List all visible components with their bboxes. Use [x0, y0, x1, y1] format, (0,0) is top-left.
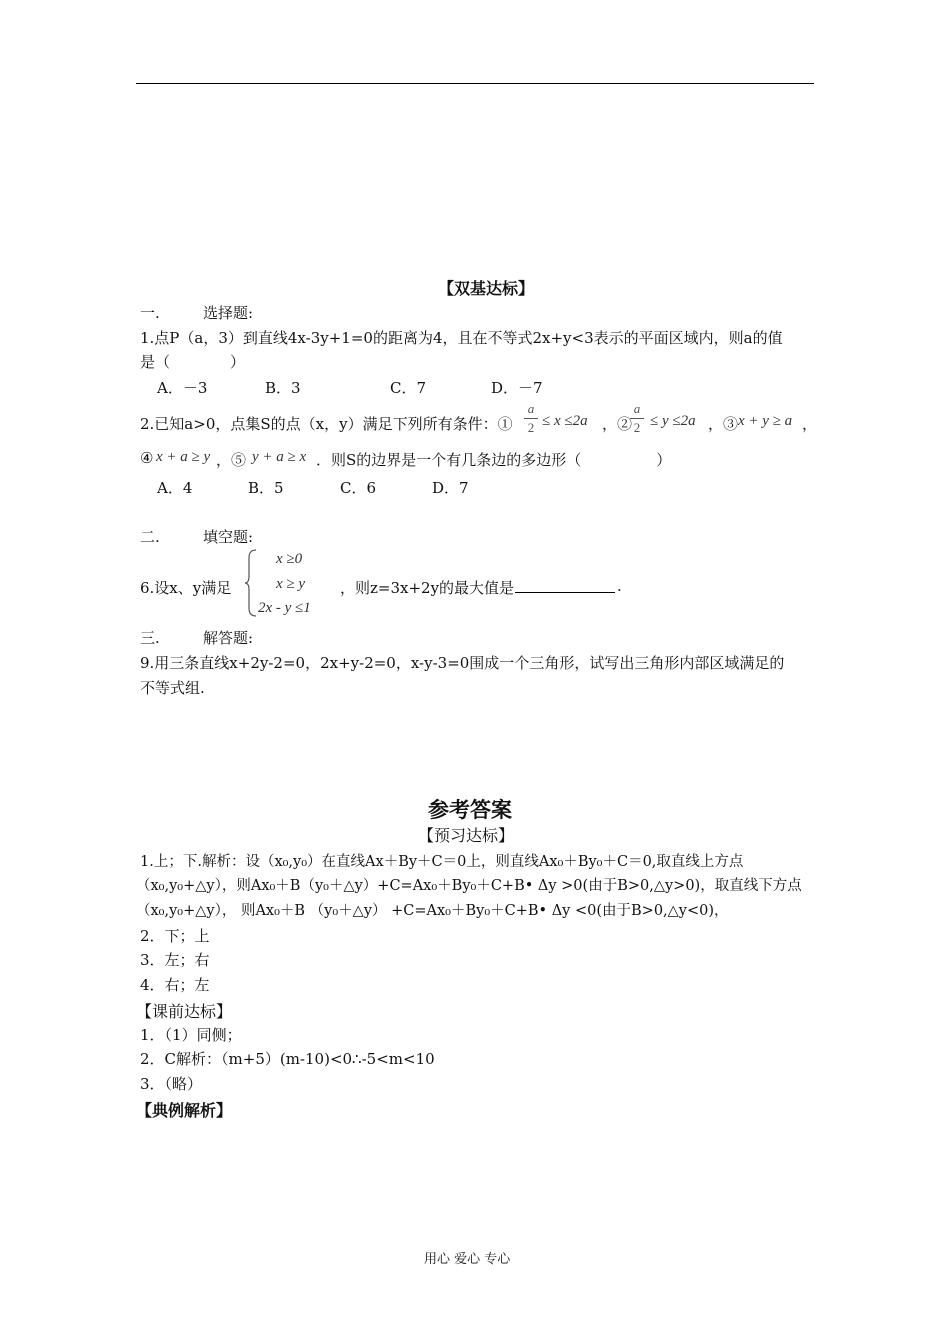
q6-suffix: ，则z=3x+2y的最大值是 [340, 579, 515, 597]
q6-brace [244, 548, 258, 618]
q9-line2: 不等式组. [140, 679, 205, 697]
answer-3: 3．左；右 [140, 951, 210, 969]
q2-option-a: A．4 [157, 479, 193, 497]
q2-fraction-2: a 2 [630, 401, 644, 436]
q6-answer-blank[interactable] [515, 592, 615, 593]
answers-subtitle-preview: 【预习达标】 [418, 826, 515, 845]
q2-condition-4: x + a ≥ y [156, 449, 211, 465]
preclass-answer-2: 2．C解析：（m+5）(m-10)<0∴-5<m<10 [140, 1050, 435, 1068]
answer-1-line2: （x₀,y₀+△y），则Ax₀＋B（y₀＋△y）+C=Ax₀＋By₀＋C+B• Δy >0(由于B>0,△y>0)，取直线下方点 [136, 878, 802, 894]
answers-subtitle-preclass: 【课前达标】 [136, 1002, 233, 1021]
answers-subtitle-examples: 【典例解析】 [136, 1101, 233, 1120]
q6-end: . [617, 577, 622, 595]
q2-option-d: D．7 [432, 479, 469, 497]
q2-prefix: 2.已知a>0，点集S的点（x，y）满足下列所有条件：① [140, 415, 513, 433]
q6-prefix: 6.设x、y满足 [140, 579, 232, 597]
q2-line1-end: ， [802, 415, 818, 433]
q1-option-c: C．7 [390, 379, 427, 397]
q1-option-a: A．－3 [157, 379, 208, 397]
q6-condition-1: x ≥0 [276, 551, 303, 567]
q1-option-d: D．－7 [491, 379, 543, 397]
q2-condition-2-prefix: ，② [602, 415, 633, 433]
section-3-number: 三. [140, 629, 160, 647]
q2-condition-3-prefix: ，③ [708, 415, 739, 433]
section-title: 【双基达标】 [438, 279, 535, 298]
q6-condition-2: x ≥ y [276, 576, 306, 592]
answers-title: 参考答案 [428, 797, 512, 822]
q2-line2-circle4: ④ [140, 449, 154, 467]
section-2-number: 二. [140, 528, 160, 546]
preclass-answer-1: 1．（1）同侧； [140, 1026, 242, 1044]
q2-condition-3: x + y ≥ a [738, 413, 793, 429]
q2-condition-5: y + a ≥ x [252, 449, 307, 465]
q2-fraction-1: a 2 [524, 401, 538, 436]
answer-1-line3: （x₀,y₀+△y）， 则Ax₀＋B （y₀＋△y） +C=Ax₀＋By₀＋C+B• Δy <0(由于B>0,△y<0)， [136, 903, 729, 919]
q1-line2: 是（ ） [140, 353, 246, 371]
q2-option-c: C．6 [340, 479, 377, 497]
preclass-answer-3: 3．（略） [140, 1075, 203, 1093]
section-3-label: 解答题: [203, 629, 254, 647]
section-1-label: 选择题: [203, 304, 254, 322]
page-footer: 用心 爱心 专心 [424, 1252, 511, 1267]
q2-line2-circle5: ，⑤ [216, 451, 247, 469]
q1-line1: 1.点P（a，3）到直线4x-3y+1=0的距离为4，且在不等式2x+y<3表示的平面区域内，则a的值 [140, 329, 783, 347]
q9-line1: 9.用三条直线x+2y-2=0，2x+y-2=0，x-y-3=0围成一个三角形，试写出三角形内部区域满足的 [140, 654, 785, 672]
section-2-label: 填空题: [203, 528, 254, 546]
section-1-number: 一. [140, 304, 160, 322]
q2-condition-1: ≤ x ≤2a [542, 413, 588, 429]
q1-option-b: B．3 [265, 379, 301, 397]
q2-line2-text: ．则S的边界是一个有几条边的多边形（ ） [316, 451, 672, 469]
q2-condition-2: ≤ y ≤2a [650, 413, 696, 429]
q2-option-b: B．5 [248, 479, 284, 497]
answer-2: 2．下；上 [140, 927, 210, 945]
q6-condition-3: 2x - y ≤1 [258, 600, 311, 616]
answer-1-line1: 1.上；下.解析：设（x₀,y₀）在直线Ax＋By＋C＝0上，则直线Ax₀＋By₀＋C＝0,取直线上方点 [140, 854, 744, 870]
header-rule [136, 83, 814, 84]
answer-4: 4．右；左 [140, 976, 210, 994]
